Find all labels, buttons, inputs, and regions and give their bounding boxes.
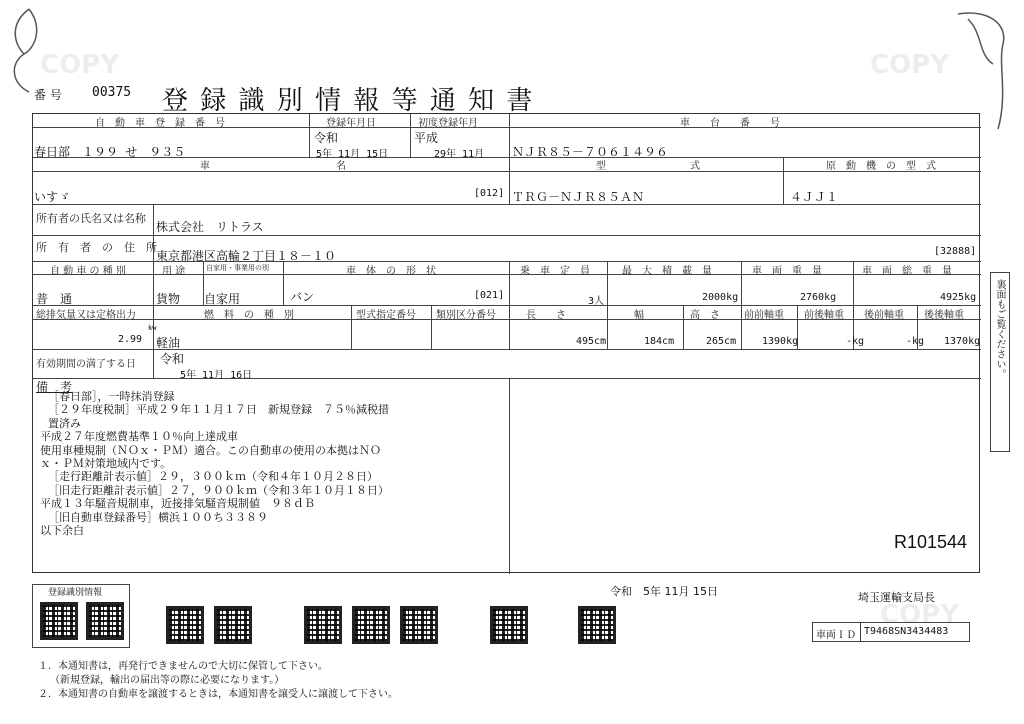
capacity-label: 乗 車 定 員	[520, 266, 590, 277]
remark-line: 平成１３年騒音規制車，近接排気騒音規制値 ９８ｄＢ	[40, 497, 315, 511]
note-2: ２．本通知書の自動車を譲渡するときは，本通知書を譲受人に譲渡して下さい。	[38, 689, 398, 700]
gross-weight-label: 車 両 総 重 量	[862, 266, 952, 277]
document-number: 00375	[92, 85, 132, 100]
chassis-number: ＮＪＲ８５－７０６１４９６	[512, 145, 669, 159]
qr-box-label: 登録識別情報	[48, 588, 103, 598]
fr-axle-label: 前後軸重	[804, 310, 844, 321]
kind-label: 自 動 車 の 種 別	[50, 266, 126, 277]
displacement: 2.99	[118, 334, 143, 345]
chassis-label: 車 台 番 号	[680, 118, 780, 129]
first-reg-date: 29年 11月	[434, 149, 485, 160]
capacity: 3人	[588, 296, 605, 307]
body-code: [021]	[474, 290, 505, 301]
body-shape-label: 車 体 の 形 状	[346, 266, 436, 277]
model: ＴＲＧ－ＮＪＲ８５ＡＮ	[512, 190, 645, 204]
issue-date: 令和 5年 11月 15日	[610, 585, 718, 598]
fr-axle: -kg	[846, 336, 865, 347]
qr-code-icon	[304, 606, 342, 644]
vehicle-weight: 2760kg	[800, 292, 837, 303]
qr-code-icon	[86, 602, 124, 640]
qr-code-icon	[214, 606, 252, 644]
remark-line: 使用車種規制（ＮＯｘ・ＰＭ）適合。この自動車の使用の本拠はＮＯ	[40, 443, 381, 457]
note-1b: （新規登録，輸出の届出等の際に必要になります。）	[50, 675, 285, 686]
side-note: 裏面もご覧ください。	[990, 272, 1010, 452]
qr-code-icon	[40, 602, 78, 640]
remark-line: ［２９年度税制］平成２９年１１月１７日 新規登録 ７５％減税措	[48, 403, 389, 417]
car-label: 車	[200, 161, 210, 172]
owner-address-label: 所 有 者 の 住 所	[36, 241, 157, 254]
expiry-label: 有効期間の満了する日	[36, 359, 136, 370]
name-label: 名	[336, 161, 346, 172]
qr-code-icon	[352, 606, 390, 644]
qr-code-icon	[400, 606, 438, 644]
reg-date-label: 登録年月日	[326, 118, 376, 129]
remark-line: ｘ・ＰＭ対策地域内です。	[40, 457, 172, 471]
remark-line: 平成２７年度燃費基準１０％向上達成車	[40, 430, 238, 444]
remarks-label: 備 考	[36, 380, 73, 394]
vehicle-kind: 普 通	[36, 292, 73, 306]
r-code: R101544	[894, 532, 968, 552]
remark-line: ［春日部］，一時抹消登録	[48, 390, 175, 403]
first-reg-label: 初度登録年月	[418, 118, 478, 129]
height-label: 高 さ	[690, 310, 720, 321]
ff-axle: 1390kg	[762, 336, 799, 347]
owner-name-label: 所有者の氏名又は名称	[36, 212, 146, 225]
private-business-label: 自家用・事業用の別	[206, 264, 269, 272]
usage: 貨物	[156, 292, 181, 306]
rr-axle-label: 後後軸重	[924, 310, 964, 321]
gross-weight: 4925kg	[940, 292, 977, 303]
class-code-label: 類別区分番号	[436, 310, 496, 321]
fuel-label: 燃 料 の 種 別	[204, 310, 294, 321]
owner-address: 東京都港区高輪２丁目１８－１０	[156, 249, 337, 263]
vehicle-id-label: 車両ＩＤ	[816, 630, 856, 641]
reg-date: 5年 11月 15日	[316, 149, 389, 160]
plate-number: 春日部 １９９ せ ９３５	[34, 145, 186, 159]
type-approval-label: 型式指定番号	[356, 310, 416, 321]
ff-axle-label: 前前軸重	[744, 310, 784, 321]
page-title: 登 録 識 別 情 報 等 通 知 書	[162, 86, 535, 116]
copy-watermark: COPY	[40, 50, 120, 80]
length: 495cm	[576, 336, 607, 347]
copy-watermark: COPY	[870, 50, 950, 80]
remark-line: 置済み	[48, 416, 81, 430]
usage-label: 用 途	[162, 266, 186, 277]
body-shape: バン	[290, 290, 315, 304]
corner-ornament-icon	[4, 4, 54, 94]
engine-type-label: 原 動 機 の 型 式	[826, 161, 936, 172]
width-label: 幅	[634, 310, 644, 321]
qr-code-icon	[578, 606, 616, 644]
private-use: 自家用	[204, 292, 241, 306]
maker-code: [012]	[474, 188, 505, 199]
copy-watermark: COPY	[880, 600, 960, 630]
max-load: 2000kg	[702, 292, 739, 303]
rf-axle-label: 後前軸重	[864, 310, 904, 321]
reg-era: 令和	[314, 131, 339, 145]
width: 184cm	[644, 336, 675, 347]
max-load-label: 最 大 積 載 量	[622, 266, 712, 277]
fuel-type: 軽油	[156, 336, 181, 350]
length-label: 長 さ	[526, 310, 566, 321]
number-label: 番 号	[34, 88, 62, 102]
expiry-era: 令和	[160, 352, 185, 366]
remarks-list	[40, 390, 389, 537]
issuer: 埼玉運輸支局長	[858, 591, 935, 604]
remark-line: ［旧走行距離計表示値］２７，９００ｋｍ（令和３年１０月１８日）	[48, 483, 389, 497]
displacement-label: 総排気量又は定格出力	[36, 310, 136, 321]
engine-model: ４ＪＪ１	[790, 190, 839, 204]
weight-label: 車 両 重 量	[752, 266, 822, 277]
owner-name: 株式会社 リトラス	[156, 220, 264, 234]
remark-line: 以下余白	[40, 524, 84, 538]
maker: いすゞ	[34, 190, 71, 204]
qr-code-icon	[490, 606, 528, 644]
rr-axle: 1370kg	[944, 336, 981, 347]
formula-label: 式	[690, 161, 700, 172]
note-1: １．本通知書は，再発行できませんので大切に保管して下さい。	[38, 661, 328, 672]
height: 265cm	[706, 336, 737, 347]
expiry-date: 5年 11月 16日	[180, 370, 253, 381]
remark-line: ［走行距離計表示値］２９，３００ｋｍ（令和４年１０月２８日）	[48, 470, 378, 484]
qr-code-icon	[166, 606, 204, 644]
rf-axle: -kg	[906, 336, 925, 347]
remark-line: ［旧自動車登録番号］横浜１００ち３３８９	[48, 510, 268, 524]
vehicle-id: T9468SN3434483	[864, 626, 949, 637]
first-reg-era: 平成	[414, 131, 439, 145]
displacement-unit: kw	[148, 324, 157, 332]
address-code: [32888]	[934, 246, 977, 257]
type-label: 型	[596, 161, 606, 172]
reg-number-label: 自 動 車 登 録 番 号	[95, 118, 225, 129]
